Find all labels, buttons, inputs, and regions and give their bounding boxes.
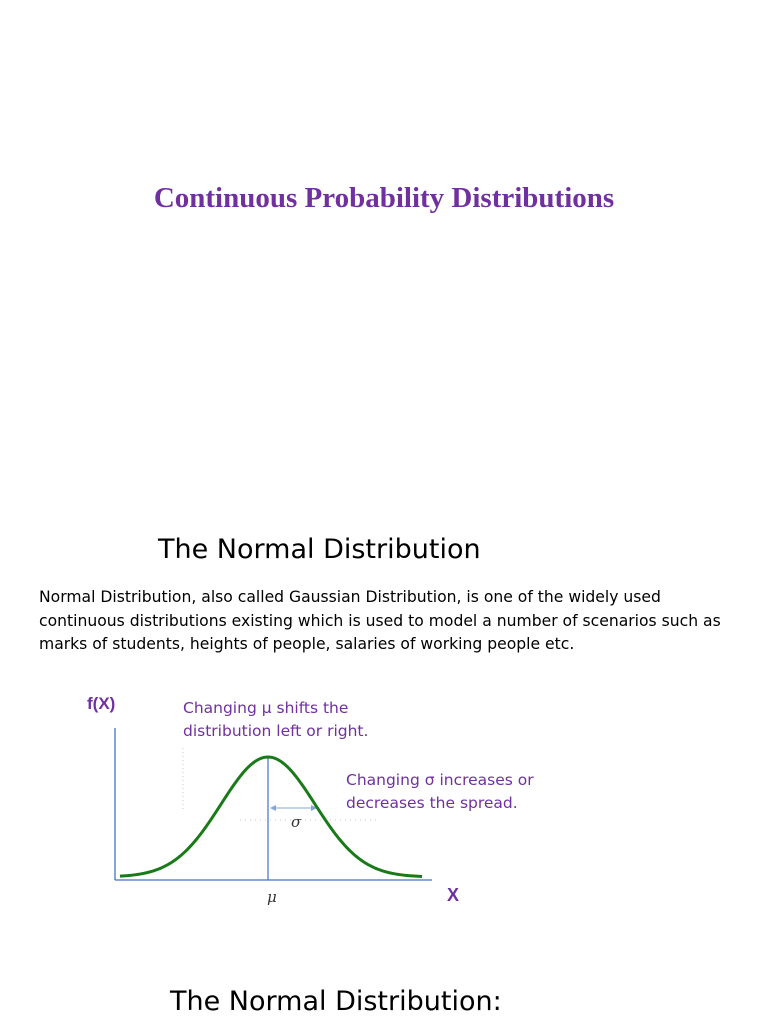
annotation-line: decreases the spread. [346,794,518,812]
section-heading: The Normal Distribution [158,534,481,565]
sigma-annotation [346,769,534,815]
annotation-line: Changing μ shifts the [183,699,349,717]
sigma-arrowhead-left [270,805,276,811]
paragraph-line: Normal Distribution, also called Gaussian Distribution, is one of the widely used [39,588,661,606]
body-paragraph [39,586,739,657]
paragraph-line: continuous distributions existing which is used to model a number of scenarios such as [39,611,721,630]
x-axis-label: X [447,885,460,905]
sigma-label: σ [291,813,302,831]
page-title: Continuous Probability Distributions [153,182,615,214]
annotation-line: Changing σ increases or [346,771,534,789]
paragraph-line: marks of students, heights of people, salaries of working people etc. [39,635,575,653]
mu-annotation [183,697,368,743]
annotation-line: distribution left or right. [183,722,369,740]
mu-label: μ [267,888,277,906]
y-axis-label: f(X) [87,694,116,713]
section-heading-2: The Normal Distribution: [170,986,502,1017]
